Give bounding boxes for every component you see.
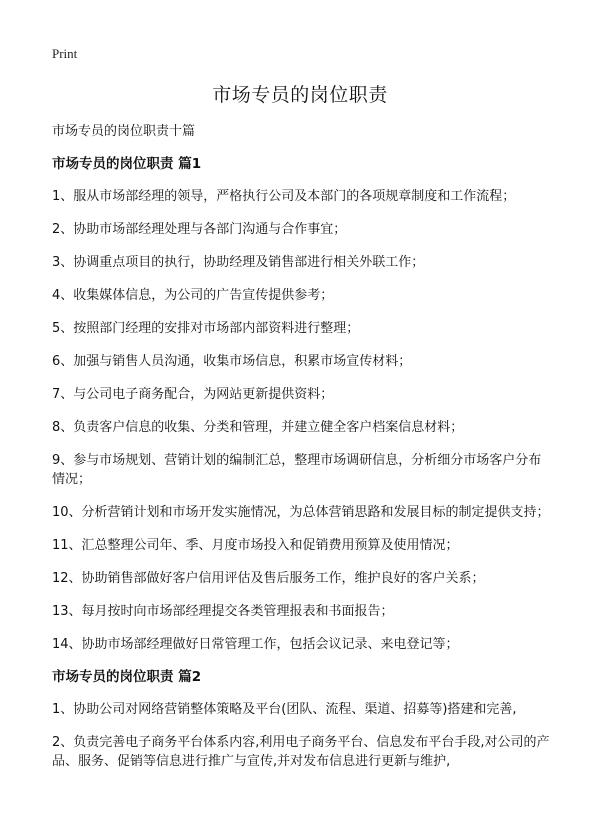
document-body [52,122,552,785]
list-item: 1、协助公司对网络营销整体策略及平台(团队、流程、渠道、招募等)搭建和完善, [52,702,517,717]
list-item: 13、每月按时向市场部经理提交各类管理报表和书面报告； [52,604,394,619]
list-item: 12、协助销售部做好客户信用评估及售后服务工作，维护良好的客户关系； [52,571,485,586]
print-link[interactable]: Print [52,46,78,61]
list-item: 11、汇总整理公司年、季、月度市场投入和促销费用预算及使用情况； [52,538,459,553]
list-item: 1、服从市场部经理的领导，严格执行公司及本部门的各项规章制度和工作流程； [52,189,516,204]
document-subtitle: 市场专员的岗位职责十篇 [52,124,196,139]
list-item: 4、收集媒体信息，为公司的广告宣传提供参考； [52,288,334,303]
page-title: 市场专员的岗位职责 [212,84,388,106]
section-heading: 市场专员的岗位职责 篇1 [52,156,202,172]
list-item: 2、负责完善电子商务平台体系内容,利用电子商务平台、信息发布平台手段,对公司的产品、服务、促销等信息进行推广与宣传,并对发布信息进行更新与维护, [52,735,550,769]
section-2 [52,668,552,771]
list-item: 6、加强与销售人员沟通，收集市场信息，积累市场宣传材料； [52,354,412,369]
list-item: 2、协助市场部经理处理与各部门沟通与合作事宜； [52,222,347,237]
section-heading: 市场专员的岗位职责 篇2 [52,669,202,685]
list-item: 14、协助市场部经理做好日常管理工作，包括会议记录、来电登记等； [52,637,459,652]
list-item: 9、参与市场规划、营销计划的编制汇总，整理市场调研信息，分析细分市场客户分布情况； [52,453,542,487]
list-item: 7、与公司电子商务配合，为网站更新提供资料； [52,387,334,402]
list-item: 8、负责客户信息的收集、分类和管理，并建立健全客户档案信息材料； [52,420,464,435]
list-item: 10、分析营销计划和市场开发实施情况，为总体营销思路和发展目标的制定提供支持； [52,505,550,520]
list-item: 3、协调重点项目的执行，协助经理及销售部进行相关外联工作； [52,255,425,270]
list-item: 5、按照部门经理的安排对市场部内部资料进行整理； [52,321,360,336]
section-1 [52,155,552,654]
